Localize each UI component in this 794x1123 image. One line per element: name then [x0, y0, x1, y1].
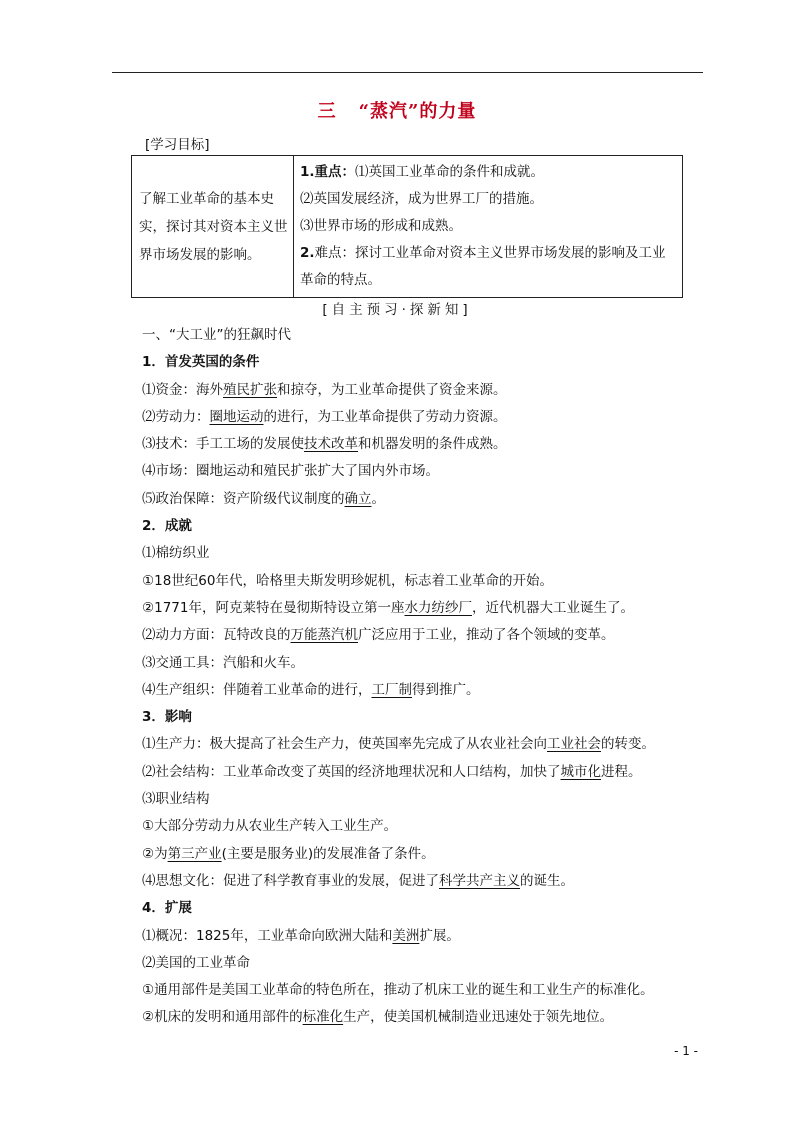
subheading-conditions: 1．首发英国的条件: [142, 354, 260, 371]
section-heading: 一、“大工业”的狂飙时代: [142, 327, 291, 343]
list-item: ⑵劳动力：圈地运动的进行，为工业革命提供了劳动力资源。: [142, 408, 507, 425]
page-title: [0, 97, 794, 123]
list-item: ⑷生产组织：伴随着工业革命的进行，工厂制得到推广。: [142, 681, 480, 698]
list-item: ②机床的发明和通用部件的标准化生产，使美国机械制造业迅速处于领先地位。: [142, 1009, 614, 1026]
learning-goals-table: [131, 155, 683, 298]
objective-cell: 了解工业革命的基本史实，探讨其对资本主义世界市场发展的影响。: [132, 156, 294, 298]
list-item: ⑵动力方面：瓦特改良的万能蒸汽机广泛应用于工业，推动了各个领域的变革。: [142, 627, 615, 644]
difficulty-text: 难点：探讨工业革命对资本主义世界市场发展的影响及工业: [314, 245, 666, 261]
section-banner: [自主预习·探新知]: [322, 302, 472, 318]
learning-goals-label: [学习目标]: [145, 137, 210, 153]
list-item: ⑶职业结构: [142, 791, 210, 808]
list-item: ⑵美国的工业革命: [142, 954, 250, 971]
list-item: ⑴棉纺织业: [142, 545, 210, 562]
list-item: ⑷市场：圈地运动和殖民扩张扩大了国内外市场。: [142, 463, 439, 480]
difficulty-text-cont: 革命的特点。: [300, 272, 381, 288]
lesson-title: “蒸汽”的力量: [358, 101, 477, 122]
list-item: ⑶交通工具：汽船和火车。: [142, 654, 304, 671]
key-points-title: 重点：: [314, 164, 356, 180]
list-item: ⑷思想文化：促进了科学教育事业的发展，促进了科学共产主义的诞生。: [142, 872, 574, 889]
key-points-cell: 1.重点：⑴英国工业革命的条件和成就。 ⑵英国发展经济，成为世界工厂的措施。 ⑶世界市场的形成和成熟。 2.难点：探讨工业革命对资本主义世界市场发展的影响及工业 革命的特点。: [294, 156, 683, 298]
key-point-3: ⑶世界市场的形成和成熟。: [300, 218, 462, 234]
list-item: ⑴资金：海外殖民扩张和掠夺，为工业革命提供了资金来源。: [142, 381, 507, 398]
list-item: ⑵社会结构：工业革命改变了英国的经济地理状况和人口结构，加快了城市化进程。: [142, 763, 642, 780]
top-rule: [112, 72, 703, 73]
page-number: - 1 -: [674, 1044, 698, 1058]
list-item: ①通用部件是美国工业革命的特色所在，推动了机床工业的诞生和工业生产的标准化。: [142, 982, 654, 999]
subheading-expansion: 4．扩展: [142, 900, 192, 917]
list-item: ⑴生产力：极大提高了社会生产力，使英国率先完成了从农业社会向工业社会的转变。: [142, 736, 655, 753]
subheading-achievements: 2．成就: [142, 518, 192, 535]
main-content: [142, 322, 702, 1032]
list-item: ②为第三产业(主要是服务业)的发展准备了条件。: [142, 845, 435, 862]
key-point-2: ⑵英国发展经济，成为世界工厂的措施。: [300, 191, 543, 207]
list-item: ①18世纪60年代，哈格里夫斯发明珍妮机，标志着工业革命的开始。: [142, 572, 553, 589]
list-item: ⑴概况：1825年，工业革命向欧洲大陆和美洲扩展。: [142, 927, 460, 944]
list-item: ⑶技术：手工工场的发展使技术改革和机器发明的条件成熟。: [142, 436, 507, 453]
lesson-number: 三: [317, 101, 337, 122]
list-item: ⑸政治保障：资产阶级代议制度的确立。: [142, 490, 385, 507]
list-item: ①大部分劳动力从农业生产转入工业生产。: [142, 818, 398, 835]
list-item: ②1771年，阿克莱特在曼彻斯特设立第一座水力纺纱厂，近代机器大工业诞生了。: [142, 599, 634, 616]
subheading-impact: 3．影响: [142, 709, 192, 726]
